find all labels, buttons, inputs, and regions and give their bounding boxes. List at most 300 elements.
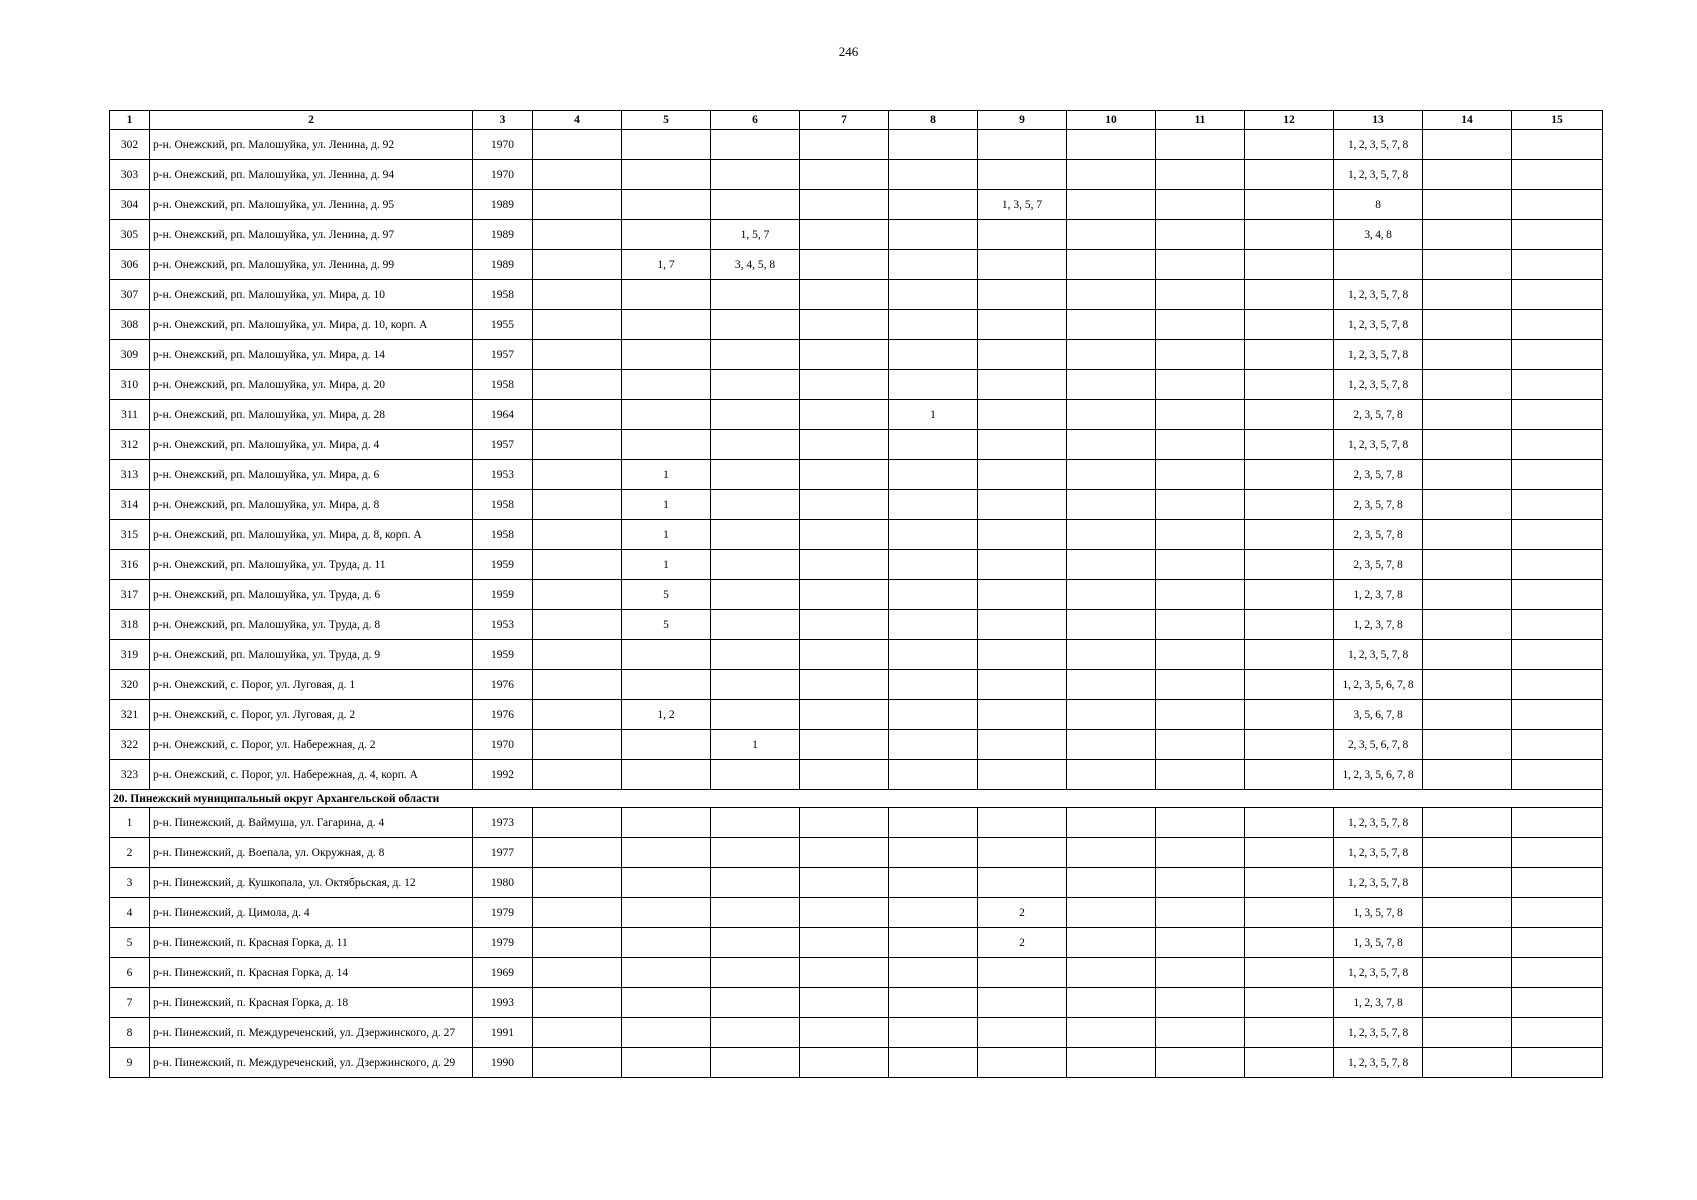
year-cell: 1989 [473,190,533,220]
col8-cell [889,520,978,550]
col12-cell [1245,520,1334,550]
table-row [110,400,1603,430]
col11-cell [1156,988,1245,1018]
year-cell: 1977 [473,838,533,868]
address-cell: р-н. Пинежский, п. Красная Горка, д. 11 [150,928,473,958]
col7-cell [800,898,889,928]
row-number-cell: 316 [110,550,150,580]
col10-cell [1067,520,1156,550]
col11-cell [1156,370,1245,400]
col13-cell: 2, 3, 5, 7, 8 [1334,520,1423,550]
col4-cell [533,580,622,610]
col12-cell [1245,868,1334,898]
year-cell: 1989 [473,220,533,250]
col7-cell [800,670,889,700]
col7-cell [800,190,889,220]
col7-cell [800,520,889,550]
col4-cell [533,430,622,460]
col6-cell [711,610,800,640]
col10-cell [1067,580,1156,610]
col15-cell [1512,310,1603,340]
col9-cell [978,1048,1067,1078]
address-cell: р-н. Онежский, рп. Малошуйка, ул. Труда, д. 6 [150,580,473,610]
col10-cell [1067,280,1156,310]
col9-cell [978,670,1067,700]
table-row [110,340,1603,370]
col15-cell [1512,400,1603,430]
col12-cell [1245,430,1334,460]
col15-cell [1512,670,1603,700]
table-row [110,1048,1603,1078]
col13-cell: 1, 2, 3, 5, 7, 8 [1334,130,1423,160]
col13-cell: 1, 2, 3, 5, 7, 8 [1334,640,1423,670]
col14-cell [1423,928,1512,958]
col5-cell [622,640,711,670]
col13-cell: 1, 2, 3, 7, 8 [1334,580,1423,610]
column-header: 3 [473,111,533,130]
col10-cell [1067,730,1156,760]
col14-cell [1423,160,1512,190]
col13-cell: 1, 2, 3, 5, 7, 8 [1334,1018,1423,1048]
col4-cell [533,310,622,340]
row-number-cell: 308 [110,310,150,340]
col6-cell: 1, 5, 7 [711,220,800,250]
col4-cell [533,730,622,760]
col11-cell [1156,460,1245,490]
col13-cell: 3, 4, 8 [1334,220,1423,250]
col11-cell [1156,220,1245,250]
col7-cell [800,220,889,250]
col8-cell [889,280,978,310]
table-row [110,898,1603,928]
row-number-cell: 321 [110,700,150,730]
col9-cell: 2 [978,898,1067,928]
year-cell: 1970 [473,160,533,190]
col5-cell: 1 [622,460,711,490]
col5-cell [622,190,711,220]
col15-cell [1512,460,1603,490]
col12-cell [1245,490,1334,520]
col5-cell: 1, 2 [622,700,711,730]
row-number-cell: 319 [110,640,150,670]
col9-cell: 2 [978,928,1067,958]
table-row [110,958,1603,988]
section-title: 20. Пинежский муниципальный округ Архангельской области [110,790,1603,808]
col4-cell [533,550,622,580]
column-header: 11 [1156,111,1245,130]
column-header: 10 [1067,111,1156,130]
col12-cell [1245,220,1334,250]
col10-cell [1067,220,1156,250]
address-cell: р-н. Онежский, рп. Малошуйка, ул. Труда, д. 11 [150,550,473,580]
col12-cell [1245,280,1334,310]
year-cell: 1958 [473,520,533,550]
column-header: 13 [1334,111,1423,130]
col4-cell [533,898,622,928]
row-number-cell: 5 [110,928,150,958]
col12-cell [1245,550,1334,580]
col7-cell [800,730,889,760]
col5-cell [622,130,711,160]
col4-cell [533,808,622,838]
col10-cell [1067,808,1156,838]
col11-cell [1156,700,1245,730]
col5-cell [622,340,711,370]
col14-cell [1423,958,1512,988]
col7-cell [800,838,889,868]
col13-cell: 1, 2, 3, 5, 7, 8 [1334,1048,1423,1078]
col14-cell [1423,730,1512,760]
col5-cell: 5 [622,580,711,610]
table-row [110,130,1603,160]
col12-cell [1245,1018,1334,1048]
col4-cell [533,700,622,730]
col4-cell [533,340,622,370]
year-cell: 1958 [473,280,533,310]
col4-cell [533,460,622,490]
col8-cell [889,160,978,190]
col5-cell [622,310,711,340]
col12-cell [1245,730,1334,760]
col8-cell [889,310,978,340]
table-row [110,220,1603,250]
col15-cell [1512,370,1603,400]
col4-cell [533,220,622,250]
col10-cell [1067,460,1156,490]
col4-cell [533,130,622,160]
col5-cell [622,1048,711,1078]
address-cell: р-н. Пинежский, д. Цимола, д. 4 [150,898,473,928]
address-cell: р-н. Онежский, рп. Малошуйка, ул. Мира, д. 20 [150,370,473,400]
col9-cell [978,280,1067,310]
year-cell: 1959 [473,550,533,580]
col7-cell [800,280,889,310]
col14-cell [1423,670,1512,700]
col4-cell [533,958,622,988]
table-row [110,730,1603,760]
col13-cell: 2, 3, 5, 7, 8 [1334,400,1423,430]
col8-cell [889,1018,978,1048]
col12-cell [1245,808,1334,838]
col8-cell [889,640,978,670]
col15-cell [1512,868,1603,898]
col7-cell [800,868,889,898]
onega-district-rows [110,130,1603,790]
col14-cell [1423,580,1512,610]
year-cell: 1958 [473,490,533,520]
col12-cell [1245,988,1334,1018]
col14-cell [1423,220,1512,250]
col11-cell [1156,670,1245,700]
col8-cell [889,430,978,460]
address-cell: р-н. Пинежский, д. Кушкопала, ул. Октябрьская, д. 12 [150,868,473,898]
pinega-district-rows [110,808,1603,1078]
col14-cell [1423,400,1512,430]
year-cell: 1957 [473,430,533,460]
col10-cell [1067,490,1156,520]
col6-cell [711,808,800,838]
col10-cell [1067,610,1156,640]
col9-cell [978,838,1067,868]
col5-cell: 1 [622,520,711,550]
col8-cell [889,700,978,730]
address-cell: р-н. Пинежский, п. Междуреченский, ул. Дзержинского, д. 29 [150,1048,473,1078]
col14-cell [1423,250,1512,280]
col11-cell [1156,760,1245,790]
col5-cell [622,898,711,928]
col8-cell [889,868,978,898]
col7-cell [800,400,889,430]
col14-cell [1423,640,1512,670]
year-cell: 1989 [473,250,533,280]
col11-cell [1156,580,1245,610]
col8-cell [889,730,978,760]
col14-cell [1423,1018,1512,1048]
col8-cell [889,928,978,958]
row-number-cell: 315 [110,520,150,550]
col12-cell [1245,838,1334,868]
col6-cell [711,400,800,430]
year-cell: 1970 [473,130,533,160]
col5-cell [622,430,711,460]
col4-cell [533,1048,622,1078]
column-number-header-row [110,111,1603,130]
col14-cell [1423,988,1512,1018]
col8-cell [889,898,978,928]
col7-cell [800,550,889,580]
address-cell: р-н. Онежский, рп. Малошуйка, ул. Ленина, д. 95 [150,190,473,220]
col7-cell [800,250,889,280]
col15-cell [1512,700,1603,730]
col7-cell [800,490,889,520]
col5-cell [622,280,711,310]
col11-cell [1156,310,1245,340]
col11-cell [1156,400,1245,430]
col13-cell: 2, 3, 5, 7, 8 [1334,490,1423,520]
address-cell: р-н. Онежский, рп. Малошуйка, ул. Мира, д. 6 [150,460,473,490]
year-cell: 1957 [473,340,533,370]
col9-cell [978,808,1067,838]
col15-cell [1512,520,1603,550]
col5-cell [622,160,711,190]
col13-cell: 1, 2, 3, 5, 7, 8 [1334,280,1423,310]
address-cell: р-н. Онежский, рп. Малошуйка, ул. Труда, д. 9 [150,640,473,670]
col12-cell [1245,130,1334,160]
year-cell: 1979 [473,898,533,928]
col15-cell [1512,730,1603,760]
year-cell: 1973 [473,808,533,838]
col7-cell [800,160,889,190]
col10-cell [1067,430,1156,460]
col9-cell [978,988,1067,1018]
col6-cell [711,430,800,460]
col6-cell [711,490,800,520]
col11-cell [1156,340,1245,370]
col7-cell [800,700,889,730]
col10-cell [1067,130,1156,160]
row-number-cell: 314 [110,490,150,520]
year-cell: 1969 [473,958,533,988]
col9-cell [978,550,1067,580]
col14-cell [1423,838,1512,868]
table-row [110,808,1603,838]
col9-cell [978,958,1067,988]
col6-cell [711,520,800,550]
col13-cell: 1, 2, 3, 5, 7, 8 [1334,370,1423,400]
col9-cell [978,730,1067,760]
year-cell: 1964 [473,400,533,430]
col5-cell: 1, 7 [622,250,711,280]
col10-cell [1067,760,1156,790]
col12-cell [1245,928,1334,958]
col10-cell [1067,670,1156,700]
col9-cell [978,400,1067,430]
col12-cell [1245,1048,1334,1078]
col4-cell [533,370,622,400]
col7-cell [800,130,889,160]
address-cell: р-н. Пинежский, д. Воепала, ул. Окружная, д. 8 [150,838,473,868]
col9-cell [978,700,1067,730]
col10-cell [1067,958,1156,988]
col8-cell [889,460,978,490]
address-cell: р-н. Онежский, рп. Малошуйка, ул. Мира, д. 10 [150,280,473,310]
col4-cell [533,1018,622,1048]
col4-cell [533,610,622,640]
col8-cell [889,220,978,250]
col11-cell [1156,808,1245,838]
column-header: 9 [978,111,1067,130]
col5-cell [622,1018,711,1048]
col10-cell [1067,370,1156,400]
col11-cell [1156,280,1245,310]
col9-cell [978,490,1067,520]
table-row [110,490,1603,520]
col4-cell [533,838,622,868]
col15-cell [1512,928,1603,958]
col11-cell [1156,550,1245,580]
col10-cell [1067,988,1156,1018]
col5-cell [622,760,711,790]
col6-cell: 1 [711,730,800,760]
col12-cell [1245,340,1334,370]
housing-register-table [109,110,1603,1078]
col9-cell [978,460,1067,490]
table-row [110,610,1603,640]
year-cell: 1980 [473,868,533,898]
table-row [110,760,1603,790]
col15-cell [1512,220,1603,250]
row-number-cell: 303 [110,160,150,190]
year-cell: 1955 [473,310,533,340]
col5-cell [622,868,711,898]
col6-cell [711,1048,800,1078]
section-header [110,790,1603,808]
table-row [110,988,1603,1018]
col14-cell [1423,340,1512,370]
col9-cell [978,430,1067,460]
col5-cell: 5 [622,610,711,640]
col15-cell [1512,280,1603,310]
col15-cell [1512,958,1603,988]
column-header: 6 [711,111,800,130]
col15-cell [1512,838,1603,868]
col7-cell [800,340,889,370]
table-row [110,460,1603,490]
col11-cell [1156,1018,1245,1048]
col7-cell [800,580,889,610]
col9-cell [978,868,1067,898]
year-cell: 1959 [473,640,533,670]
col15-cell [1512,580,1603,610]
year-cell: 1990 [473,1048,533,1078]
col13-cell: 1, 2, 3, 7, 8 [1334,988,1423,1018]
col9-cell [978,760,1067,790]
col10-cell [1067,640,1156,670]
col10-cell [1067,868,1156,898]
col7-cell [800,760,889,790]
row-number-cell: 306 [110,250,150,280]
col10-cell [1067,838,1156,868]
col13-cell: 8 [1334,190,1423,220]
col8-cell [889,490,978,520]
col13-cell: 1, 3, 5, 7, 8 [1334,928,1423,958]
year-cell: 1976 [473,700,533,730]
col6-cell [711,280,800,310]
col15-cell [1512,808,1603,838]
col14-cell [1423,610,1512,640]
col14-cell [1423,520,1512,550]
col10-cell [1067,400,1156,430]
col15-cell [1512,610,1603,640]
col13-cell: 1, 2, 3, 5, 6, 7, 8 [1334,670,1423,700]
col6-cell [711,460,800,490]
col12-cell [1245,670,1334,700]
year-cell: 1953 [473,610,533,640]
col4-cell [533,520,622,550]
col12-cell [1245,250,1334,280]
table-row [110,700,1603,730]
col13-cell: 1, 2, 3, 5, 7, 8 [1334,310,1423,340]
col13-cell: 3, 5, 6, 7, 8 [1334,700,1423,730]
table-row [110,580,1603,610]
row-number-cell: 3 [110,868,150,898]
row-number-cell: 4 [110,898,150,928]
col4-cell [533,988,622,1018]
table-row [110,640,1603,670]
address-cell: р-н. Онежский, с. Порог, ул. Луговая, д. 1 [150,670,473,700]
row-number-cell: 318 [110,610,150,640]
col14-cell [1423,490,1512,520]
address-cell: р-н. Онежский, с. Порог, ул. Набережная, д. 4, корп. А [150,760,473,790]
col9-cell [978,250,1067,280]
section-row [110,790,1603,808]
col8-cell [889,808,978,838]
col12-cell [1245,958,1334,988]
address-cell: р-н. Онежский, с. Порог, ул. Набережная, д. 2 [150,730,473,760]
row-number-cell: 304 [110,190,150,220]
col14-cell [1423,898,1512,928]
table-row [110,160,1603,190]
col6-cell [711,928,800,958]
row-number-cell: 1 [110,808,150,838]
col13-cell: 1, 2, 3, 5, 7, 8 [1334,868,1423,898]
col15-cell [1512,898,1603,928]
col7-cell [800,640,889,670]
col12-cell [1245,160,1334,190]
col10-cell [1067,550,1156,580]
col14-cell [1423,550,1512,580]
col4-cell [533,640,622,670]
